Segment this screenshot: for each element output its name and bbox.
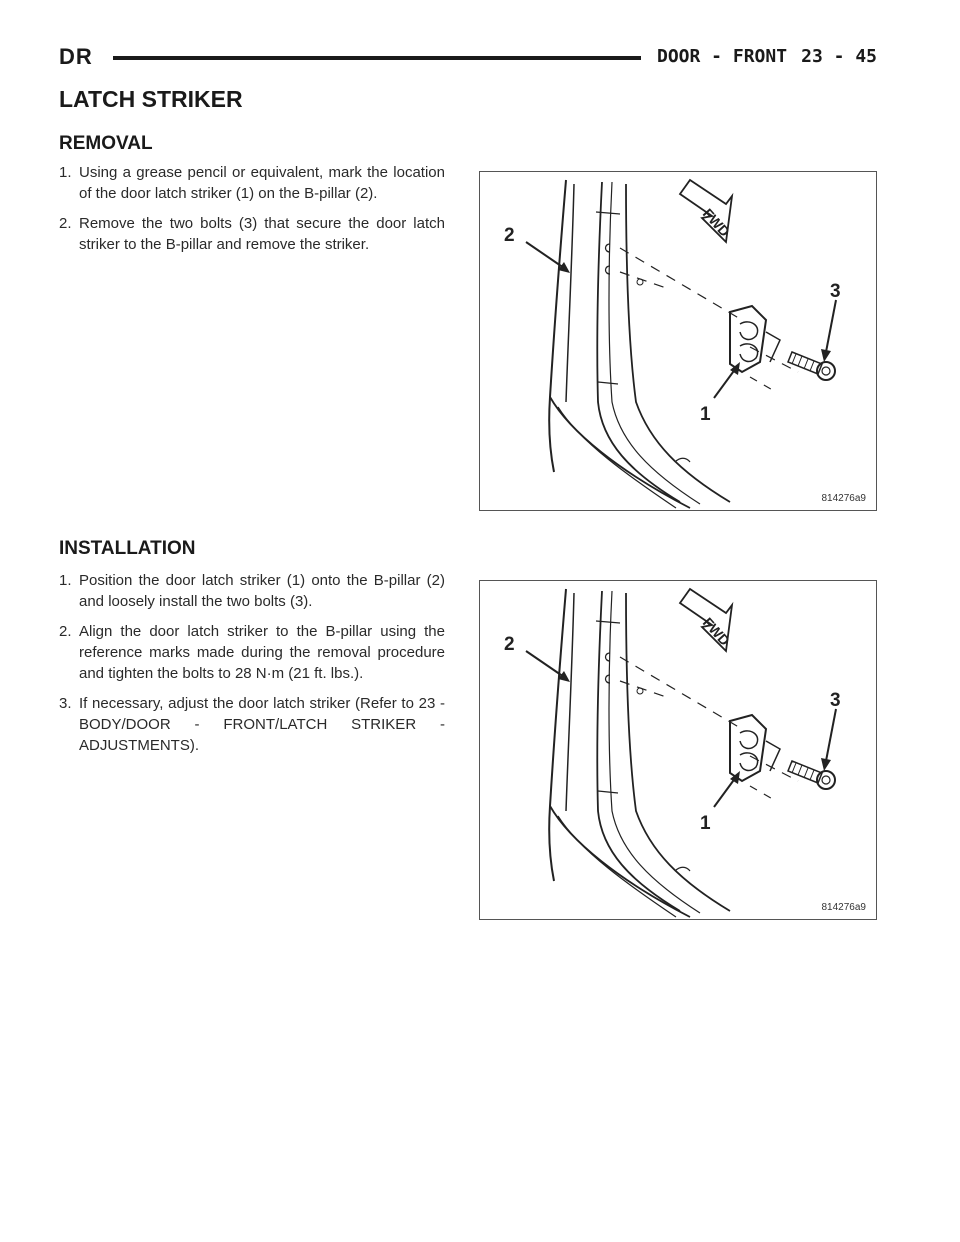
figure-id: 814276a9	[821, 493, 866, 504]
figure-id: 814276a9	[821, 902, 866, 913]
removal-steps	[59, 162, 445, 264]
callout-2: 2	[504, 225, 515, 246]
page-header	[59, 44, 877, 72]
striker-illustration	[480, 581, 876, 919]
callout-1: 1	[700, 404, 711, 425]
installation-steps	[59, 570, 445, 765]
callout-2: 2	[504, 634, 515, 655]
page-number: 23 - 45	[801, 46, 877, 67]
installation-figure	[479, 580, 877, 920]
removal-figure	[479, 171, 877, 511]
page-title: LATCH STRIKER	[59, 86, 243, 112]
fwd-label: FWD	[699, 205, 733, 240]
header-rule	[113, 56, 641, 60]
callout-1: 1	[700, 813, 711, 834]
removal-heading: REMOVAL	[59, 133, 153, 154]
callout-3: 3	[830, 690, 841, 711]
callout-3: 3	[830, 281, 841, 302]
striker-illustration	[480, 172, 876, 510]
fwd-label: FWD	[699, 614, 733, 649]
manual-code: DR	[59, 44, 93, 69]
removal-step: 2. Remove the two bolts (3) that secure the door latch striker to the B-pillar and remove the striker.	[59, 215, 445, 253]
section-name: DOOR - FRONT	[657, 46, 788, 67]
removal-step: 1. Using a grease pencil or equivalent, mark the location of the door latch striker (1) on the B-pillar (2).	[59, 164, 445, 202]
installation-step: 1. Position the door latch striker (1) onto the B-pillar (2) and loosely install the two bolts (3).	[59, 572, 445, 610]
installation-heading: INSTALLATION	[59, 538, 196, 559]
installation-step: 3. If necessary, adjust the door latch striker (Refer to 23 - BODY/DOOR - FRONT/LATCH STRIKER - ADJUSTMENTS).	[59, 695, 445, 754]
installation-step: 2. Align the door latch striker to the B-pillar using the reference marks made during the removal procedure and tighten the bolts to 28 N·m (21 ft. lbs.).	[59, 623, 445, 682]
